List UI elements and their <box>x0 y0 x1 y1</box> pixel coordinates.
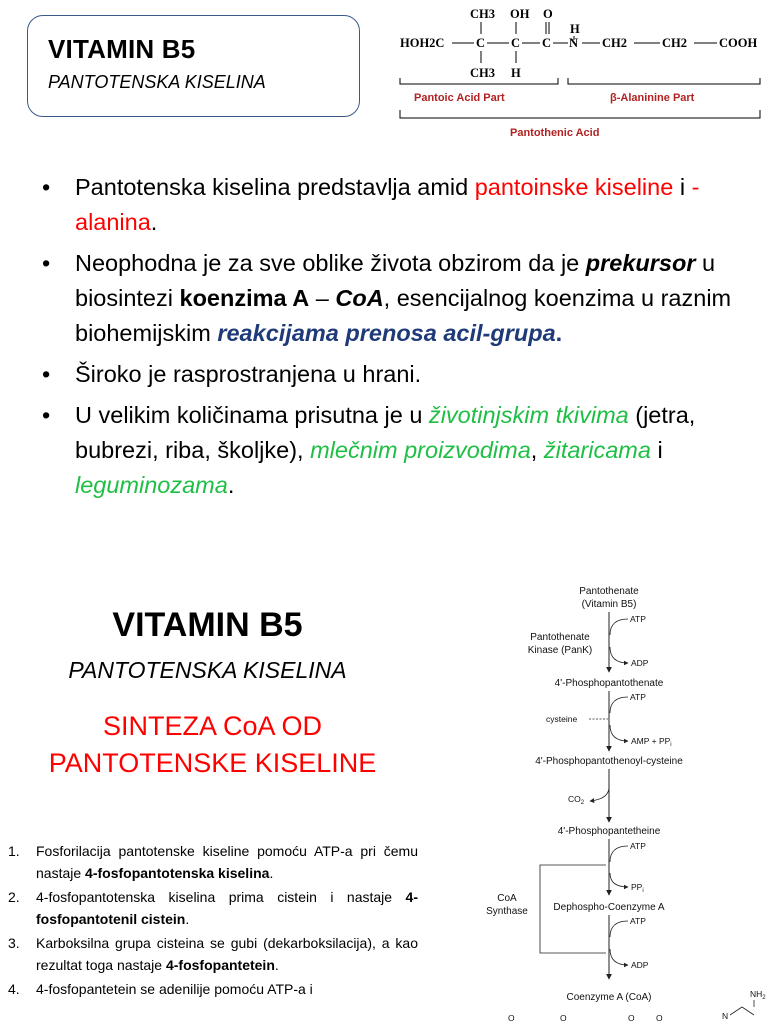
structure-n-label: N <box>722 1011 729 1021</box>
food-dairy: mlečnim proizvodima <box>310 437 531 463</box>
emphasis-koenzim-a: koenzima A <box>179 285 310 311</box>
pantothenic-acid-label: Pantothenic Acid <box>510 127 600 139</box>
bullet-text: i <box>673 174 692 200</box>
amp-ppi-label: AMP + $PP_i$ <box>631 736 672 748</box>
step-number: 4. <box>8 981 20 997</box>
node-4-phosphopantetheine: 4'-Phosphopantetheine <box>557 826 661 837</box>
bullet-text: , esencijalnog koenzima u raznim biohemijskim <box>75 285 732 346</box>
n-hydrogen: H <box>570 22 580 36</box>
structure-nh2-label: $NH_2$ <box>750 989 766 1001</box>
emphasis-prekursor: prekursor <box>585 250 696 276</box>
food-grains: žitaricama <box>543 437 651 463</box>
node-4-phosphopantothenoyl-cysteine: 4'-Phosphopantothenoyl-cysteine <box>535 756 683 767</box>
structure-o-label: O <box>628 1013 635 1023</box>
slide2-title: VITAMIN B5 <box>112 606 303 644</box>
chain-n: N <box>569 36 579 50</box>
bullet-text: U velikim količinama prisutna je u <box>75 402 429 428</box>
step-item <box>8 978 418 1000</box>
structure-o-label: O <box>508 1013 515 1023</box>
emphasis-acil-grupa: reakcijama prenosa acil-grupa <box>217 320 556 346</box>
bullet-text: Pantotenska kiselina predstavlja amid <box>75 174 475 200</box>
structure-o-label: O <box>560 1013 567 1023</box>
bullet-item <box>42 357 742 392</box>
bullet-dot-icon: • <box>42 402 51 428</box>
step-text: . <box>269 865 274 881</box>
chain-c3: C <box>542 36 552 50</box>
bottom-group-ch3: CH3 <box>470 66 495 80</box>
step-number: 3. <box>8 935 20 951</box>
top-group-oh: OH <box>510 7 530 21</box>
heading-line: SINTEZA CoA OD <box>102 711 323 741</box>
bullet-dot-icon: • <box>42 361 51 387</box>
step-number: 2. <box>8 889 20 905</box>
step-product: 4-fosfopantetein <box>165 957 275 973</box>
atp-label: ATP <box>630 614 646 624</box>
slide2-subtitle: PANTOTENSKA KISELINA <box>68 657 347 683</box>
slide1-title: VITAMIN B5 <box>48 34 196 64</box>
food-animal-tissues: životinjskim tkivima <box>428 402 629 428</box>
bullet-text: i <box>650 437 663 463</box>
bullet-text: u biosintezi <box>75 250 716 311</box>
emphasis-coa: CoA <box>335 285 384 311</box>
step-product: 4-fosfopantotenska kiselina <box>85 865 270 881</box>
highlight-alanina: -alanina <box>75 174 700 235</box>
atp-label: ATP <box>630 841 646 851</box>
atp-label: ATP <box>630 916 646 926</box>
step-text: 4-fosfopantotenska kiselina prima cistein i nastaje <box>36 889 406 905</box>
top-group-o: O <box>543 7 553 21</box>
step-product: 4-fosfopantotenil cistein <box>36 889 418 927</box>
coa-synthesis-pathway <box>460 575 768 1024</box>
info-bullets <box>42 170 742 509</box>
slide1-subtitle: PANTOTENSKA KISELINA <box>48 72 266 92</box>
synthesis-steps <box>8 840 418 1002</box>
co2-label: $CO_2$ <box>568 794 585 806</box>
node-pantothenate: Pantothenate <box>579 586 639 597</box>
enzyme-coa-line1: CoA <box>497 893 517 904</box>
enzyme-pank-line2: Kinase (PanK) <box>527 645 593 656</box>
bullet-text: Neophodna je za sve oblike života obzirom da je <box>75 250 586 276</box>
bottom-group-h: H <box>511 66 521 80</box>
heading-line: PANTOTENSKE KISELINE <box>48 748 377 778</box>
bullet-text: – <box>309 285 336 311</box>
chain-ch2-b: CH2 <box>662 36 687 50</box>
adp-label: ADP <box>631 960 649 970</box>
chain-c1: C <box>476 36 486 50</box>
food-legumes: leguminozama <box>75 472 228 498</box>
top-group-ch3: CH3 <box>470 7 495 21</box>
chain-c2: C <box>511 36 521 50</box>
node-vitamin-b5: (Vitamin B5) <box>581 599 637 610</box>
step-item <box>8 840 418 884</box>
atp-label: ATP <box>630 692 646 702</box>
step-item <box>8 886 418 930</box>
ppi-label: $PP_i$ <box>631 882 644 894</box>
adp-label: ADP <box>631 658 649 668</box>
chain-hoh2c: HOH2C <box>400 36 445 50</box>
pantothenic-acid-structure <box>392 0 768 150</box>
enzyme-pank-line1: Pantothenate <box>530 632 590 643</box>
bullet-item <box>42 398 742 503</box>
bullet-text: . <box>227 472 235 498</box>
step-text: . <box>274 957 279 973</box>
pantoic-acid-label: Pantoic Acid Part <box>414 92 505 104</box>
bullet-item <box>42 246 742 351</box>
step-item <box>8 932 418 976</box>
step-text: Karboksilna grupa cisteina se gubi (dekarboksilacija), a kao rezultat toga nastaje <box>36 935 418 973</box>
bullet-text: . <box>555 320 563 346</box>
chain-cooh: COOH <box>719 36 758 50</box>
slide2-heading <box>0 708 425 782</box>
bullet-dot-icon: • <box>42 174 51 200</box>
step-text: . <box>185 911 190 927</box>
structure-o-label: O <box>656 1013 663 1023</box>
step-text: Fosforilacija pantotenske kiseline pomoću ATP-a pri čemu nastaje <box>36 843 418 881</box>
cysteine-label: cysteine <box>546 714 578 724</box>
bullet-text: (jetra, bubrezi, riba, školjke), <box>75 402 696 463</box>
bullet-dot-icon: • <box>42 250 51 276</box>
chain-ch2-a: CH2 <box>602 36 627 50</box>
node-4-phosphopantothenate: 4'-Phosphopantothenate <box>554 678 664 689</box>
highlight-pantoinske: pantoinske kiseline <box>474 174 674 200</box>
step-text: 4-fosfopantetein se adenilije pomoću ATP-a i <box>36 981 313 997</box>
step-number: 1. <box>8 843 20 859</box>
bullet-text: Široko je rasprostranjena u hrani. <box>75 361 422 387</box>
node-coenzyme-a: Coenzyme A (CoA) <box>566 992 652 1003</box>
node-dephospho-coa: Dephospho-Coenzyme A <box>553 902 665 913</box>
bullet-text: , <box>530 437 544 463</box>
bullet-item <box>42 170 742 240</box>
beta-alanine-label: β-Alaninine Part <box>610 92 695 104</box>
title-box <box>27 15 360 117</box>
enzyme-coa-line2: Synthase <box>486 906 528 917</box>
bullet-text: . <box>150 209 158 235</box>
